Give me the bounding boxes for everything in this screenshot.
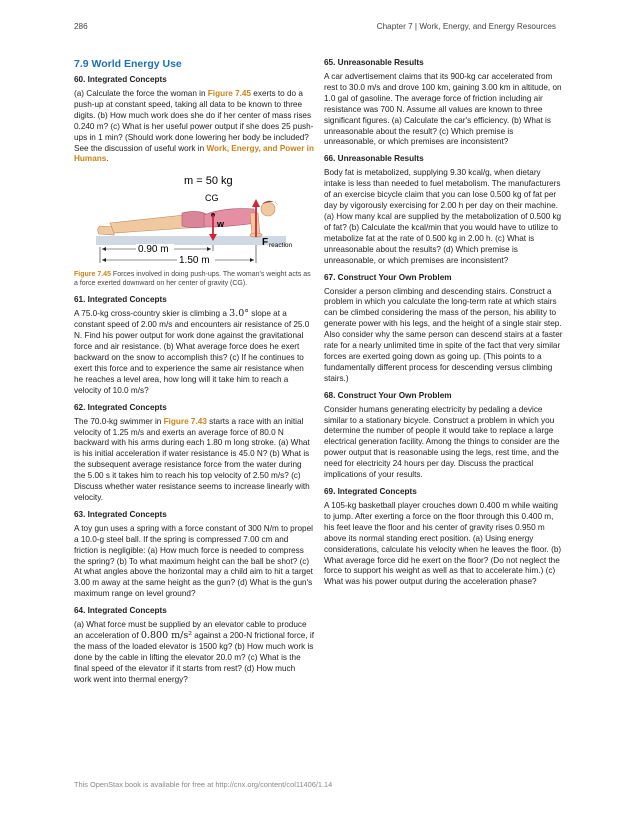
page-number: 286 [74, 22, 88, 31]
exercise-65-body: A car advertisement claims that its 900-kg car accelerated from rest to 30.0 m/s and drove 100 km, gaining 3.00 km in altitude, on 1.0 gal of gasoline. The average force of friction including air resistance was 700 N. Assume all values are known to three significant figures. (a) Calculate the car's efficiency. (b) What is unreasonable about the result? (c) Which premise is unreasonable, or which premises are inconsistent? [324, 72, 562, 147]
cg-label: CG [205, 193, 219, 204]
figure-caption-text: Forces involved in doing push-ups. The woman's weight acts as a force exerted downward on her center of gravity (CG). [74, 271, 311, 288]
exercise-65-title: 65. Unreasonable Results [324, 58, 424, 67]
work-energy-power-link[interactable]: Work, Energy, and Power in Humans [74, 143, 314, 164]
exercise-60-text-2: exerts to do a push-up at constant speed, taking all data to be known to three digits. (b) How much work does she do if her center of mass rises 0.240 m? (c) What is her useful power output if she does 25 push-ups in 1 min? (Should work done lowering her body be included? See the discussion of useful work in [74, 89, 314, 153]
figure-7-43-link[interactable]: Figure 7.43 [163, 416, 207, 426]
pushup-diagram [74, 171, 314, 267]
acceleration-math: 0.800 m/s² [140, 630, 193, 642]
dim-arrow-4 [250, 258, 254, 262]
reaction-force-label: F [262, 237, 269, 249]
floor [96, 236, 286, 245]
pushup-figure [74, 171, 314, 267]
exercise-64-text-1: (a) What force must be supplied by an elevator cable to produce an acceleration of [74, 620, 307, 641]
torso [204, 209, 256, 230]
exercise-67-title: 67. Construct Your Own Problem [324, 272, 452, 282]
distance-1-50-label: 1.50 m [179, 255, 210, 267]
dim-arrow-1 [102, 247, 106, 251]
head [261, 202, 275, 216]
distance-0-90-label: 0.90 m [138, 244, 169, 256]
exercise-62-text-2: starts a race with an initial velocity of 1.25 m/s and exerts an average force of 80.0 N backward with his arms during each 1.80 m long stroke. (a) What is his initial acceleration if water resistance is 45.0 N? (b) What is the subsequent average resistance force from the water during the 5.00 s it takes him to reach his top velocity of 2.50 m/s? (c) Discuss whether water resistance seems to increase linearly with velocity. [74, 416, 310, 502]
exercise-69-body: A 105-kg basketball player crouches down 0.400 m while waiting to jump. After exerting a force on the floor through this 0.400 m, his feet leave the floor and his center of gravity rises 0.950 m above its normal standing erect position. (a) Using energy considerations, calculate his velocity when he leaves the floor. (b) What average force did he exert on the floor? (Do not neglect the force to support his weight as well as that to accelerate him.) (c) What was his power output during the acceleration phase? [324, 501, 562, 587]
dim-arrow-2 [207, 247, 211, 251]
arm [250, 213, 260, 235]
section-title: 7.9 World Energy Use [74, 58, 182, 70]
page-header [74, 22, 556, 36]
reaction-subscript: reaction [269, 242, 293, 250]
figure-7-45-link[interactable]: Figure 7.45 [207, 89, 252, 98]
exercise-62-text-1: The 70.0-kg swimmer in [74, 416, 164, 426]
exercise-64-title: 64. Integrated Concepts [74, 606, 167, 616]
exercise-60-text-1: (a) Calculate the force the woman in [74, 89, 208, 98]
exercise-61-text-1: A 75.0-kg cross-country skier is climbing a [74, 309, 230, 319]
exercise-61-title: 61. Integrated Concepts [74, 295, 167, 305]
exercise-66-title: 66. Unreasonable Results [324, 154, 424, 164]
exercise-64-body [74, 620, 314, 685]
exercise-61-body [74, 309, 314, 396]
exercise-60-body [74, 89, 314, 165]
exercise-63-body: A toy gun uses a spring with a force constant of 300 N/m to propel a 10.0-g steel ball. If the spring is compressed 7.00 cm and friction is negligible: (a) How much force is needed to compress the spring? (b) To what maximum height can the ball be shot? (c) At what angles above the horizontal may a child aim to hit a target 3.00 m away at the same height as the gun? (d) What is the gun's maximum range on level ground? [74, 523, 313, 599]
exercise-63-title: 63. Integrated Concepts [74, 509, 167, 519]
exercise-60-title: 60. Integrated Concepts [74, 75, 167, 84]
exercise-69-title: 69. Integrated Concepts [324, 487, 417, 496]
exercise-68-title: 68. Construct Your Own Problem [324, 390, 452, 400]
right-column [324, 58, 564, 594]
weight-label: w [217, 219, 225, 230]
exercise-62-title: 62. Integrated Concepts [74, 402, 167, 412]
figure-caption-label: Figure 7.45 [74, 271, 111, 279]
page-footer: This OpenStax book is available for free at http://cnx.org/content/col11406/1.14 [74, 780, 333, 789]
exercise-64-text-2: against a 200-N frictional force, if the mass of the loaded elevator is 1500 kg? (b) How much work is done by the cable in lifting the elevator 20.0 m? (c) What is the final speed of the elevator if it starts from rest? (d) How much work went into thermal energy? [74, 631, 314, 684]
exercise-67-body: Consider a person climbing and descending stairs. Construct a problem in which you calculate the long-term rate at which stairs can be climbed considering the mass of the person, his ability to generate power with his legs, and the height of a single stair step. Also consider why the same person can descend stairs at a faster rate for a nearly unlimited time in spite of the fact that very similar forces are exerted going down as going up. (This points to a fundamentally different process for descending versus climbing stairs.) [324, 286, 563, 383]
exercise-60-text-3: . [106, 154, 109, 164]
mass-label: m = 50 kg [184, 175, 233, 188]
exercise-68-body: Consider humans generating electricity by pedaling a device similar to a stationary bicycle. Construct a problem in which you determine the number of people it would take to replace a large electrical generation facility. Among the things to consider are the power output that is reasonable using the legs, rest time, and the need for electricity 24 hours per day. Discuss the practical implications of your results. [324, 404, 560, 480]
exercise-61-text-2: slope at a constant speed of 2.00 m/s and encounters air resistance of 25.0 N. Find his power output for work done against the gravitational force and air resistance. (b) What average force does he exert backward on the snow to accomplish this? (c) If he continues to exert this force and to experience the same air resistance when he reaches a level area, how long will it take him to reach a velocity of 10.0 m/s? [74, 309, 310, 395]
figure-caption [74, 270, 314, 288]
exercise-62-body [74, 417, 314, 504]
dim-arrow-3 [102, 258, 106, 262]
chapter-title: Chapter 7 | Work, Energy, and Energy Resources [376, 22, 556, 31]
left-column [74, 58, 314, 692]
exercise-66-body: Body fat is metabolized, supplying 9.30 kcal/g, when dietary intake is less than needed to fuel metabolism. The manufacturers of an exercise bicycle claim that you can lose 0.500 kg of fat per day by vigorously exercising for 2.00 h per day on their machine. (a) How many kcal are supplied by the metabolization of 0.500 kg of fat? (b) Calculate the kcal/min that you would have to utilize to metabolize fat at the rate of 0.500 kg in 2.00 h. (c) What is unreasonable about the results? (d) Which premise is unreasonable, or which premises are inconsistent? [324, 168, 562, 265]
reaction-arrowhead [252, 199, 260, 207]
slope-angle-math: 3.0° [229, 308, 250, 320]
